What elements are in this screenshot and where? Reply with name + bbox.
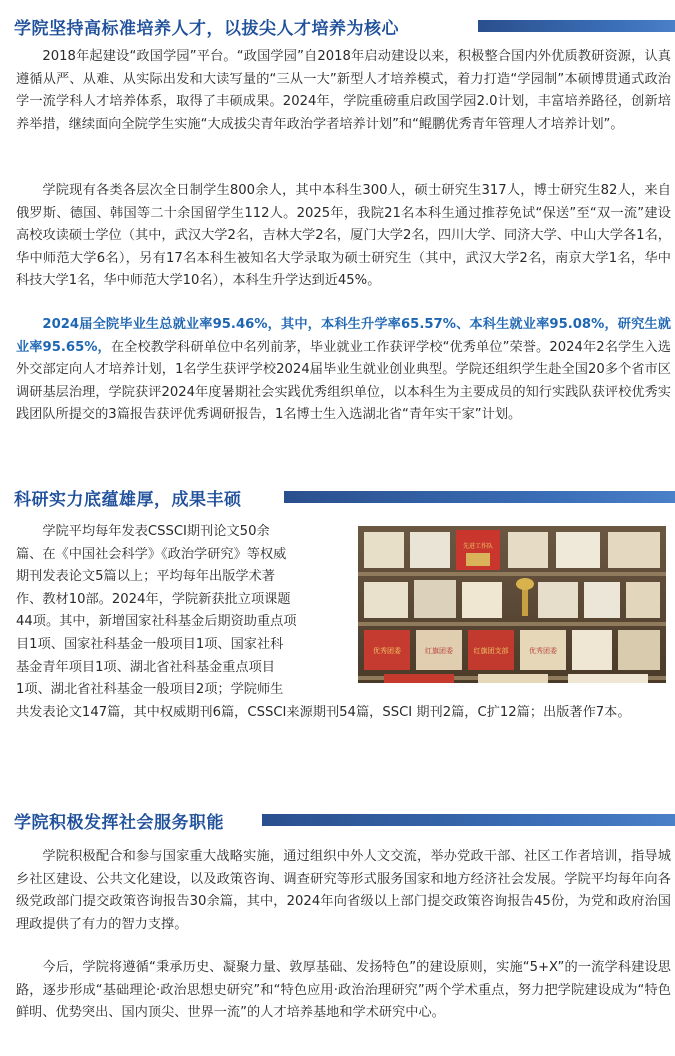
text-line: 1项、湖北省社科基金一般项目2项；学院师生 <box>16 682 284 698</box>
section-header <box>0 808 675 838</box>
section-title: 学院坚持高标准培养人才，以拔尖人才培养为核心 <box>14 19 399 39</box>
text-line: 期刊发表论文5篇以上；平均每年出版学术著 <box>16 569 275 585</box>
paragraph: 共发表论文147篇，其中权威期刊6篇，CSSCI来源期刊54篇，SSCI 期刊2篇，C扩12篇；出版著作7本。 <box>16 705 631 720</box>
text-line: 学院平均每年发表CSSCI期刊论文50余 <box>42 524 270 539</box>
employment-rate-highlight: 2024届全院毕业生总就业率95.46%，其中，本科生升学率65.57%、本科生就业率95.08%，研究生就业率95.65%， <box>16 317 671 355</box>
paragraph-text: 在全校教学科研单位中名列前茅，毕业就业工作获评学校“优秀单位”荣誉。2024年2名学生入选外交部定向人才培养计划，1名学生获评学校2024届毕业生就业创业典型。学院还组织学生赴全国20多个省市区调研基层治理，学院获评2024年度暑期社会实践优秀组织单位，以本科生为主要成员的知行实践队获评校优秀实践团队所提交的3篇报告获评优秀调研报告，1名博士生入选湖北省“青年实干家”计划。 <box>16 339 671 423</box>
section-title: 科研实力底蕴雄厚，成果丰硕 <box>14 490 242 510</box>
text-line: 44项。其中，新增国家社科基金后期资助重点项 <box>16 614 297 630</box>
awards-wall-image <box>358 526 666 683</box>
paragraph: 学院现有各类各层次全日制学生800余人，其中本科生300人，硕士研究生317人，博士研究生82人，来自俄罗斯、德国、韩国等二十余国留学生112人。2025年，我院21名本科生通过推荐免试“保送”至“双一流”建设高校攻读硕士学位（其中，武汉大学2名，吉林大学2名，厦门大学2名，四川大学、同济大学、中山大学各1名，华中师范大学6名），另有17名本科生被知名大学录取为硕士研究生（其中，武汉大学2名，南京大学1名，华中科技大学1名，华中师范大学10名），本科生升学达到近45%。 <box>16 183 671 289</box>
section-title: 学院积极发挥社会服务职能 <box>14 813 224 833</box>
plaque-text: 红旗团委 <box>425 647 453 655</box>
paragraph: 2018年起建设“政国学园”平台。“政国学园”自2018年启动建设以来，积极整合国内外优质教研资源，认真遵循从严、从难、从实际出发和大读写量的“三从一大”新型人才培养模式，着力打造“学园制”本硕博贯通式政治学一流学科人才培养体系，取得了丰硕成果。2024年，学院重磅重启政国学园2.0计划，丰富培养路径，创新培养举措，继续面向全院学生实施“大成拔尖青年政治学者培养计划”和“鲲鹏优秀青年管理人才培养计划”。 <box>16 49 671 132</box>
section-header <box>0 485 675 515</box>
section-title-bar <box>284 491 675 503</box>
section-title-bar <box>478 20 675 32</box>
plaque-text: 优秀团委 <box>373 647 401 655</box>
plaque-text: 先进工作队 <box>462 543 494 550</box>
text-line: 篇、在《中国社会科学》《政治学研究》等权威 <box>16 546 287 562</box>
plaque-text: 红旗团支部 <box>473 647 509 655</box>
text-line: 目1项、国家社科基金一般项目1项、国家社科 <box>16 636 284 652</box>
awards-wall-photo <box>358 526 666 683</box>
paragraph: 今后，学院将遵循“秉承历史、凝聚力量、敦厚基础、发扬特色”的建设原则，实施“5+X”的一流学科建设思路，逐步形成“基础理论·政治思想史研究”和“特色应用·政治治理研究”两个学术重点，努力把学院建设成为“特色鲜明、优势突出、国内顶尖、世界一流”的人才培养基地和学术研究中心。 <box>16 960 671 1021</box>
section-research <box>0 485 675 515</box>
paragraph <box>16 314 671 427</box>
plaque-text: 优秀团委 <box>529 647 557 655</box>
section-title-bar <box>262 814 675 826</box>
text-line: 基金青年项目1项、湖北省社科基金重点项目 <box>16 659 275 675</box>
paragraph: 学院积极配合和参与国家重大战略实施，通过组织中外人文交流，举办党政干部、社区工作者培训，指导城乡社区建设、公共文化建设，以及政策咨询、调查研究等形式服务国家和地方经济社会发展。学院平均每年向各级党政部门提交政策咨询报告30余篇，其中，2024年向省级以上部门提交政策咨询报告45份，为党和政府治国理政提供了有力的智力支撑。 <box>16 849 671 932</box>
section-talent <box>0 14 675 44</box>
text-line: 作、教材10部。2024年，学院新获批立项课题 <box>16 591 291 607</box>
section-service <box>0 808 675 838</box>
research-text-column <box>16 521 356 702</box>
section-header <box>0 14 675 44</box>
